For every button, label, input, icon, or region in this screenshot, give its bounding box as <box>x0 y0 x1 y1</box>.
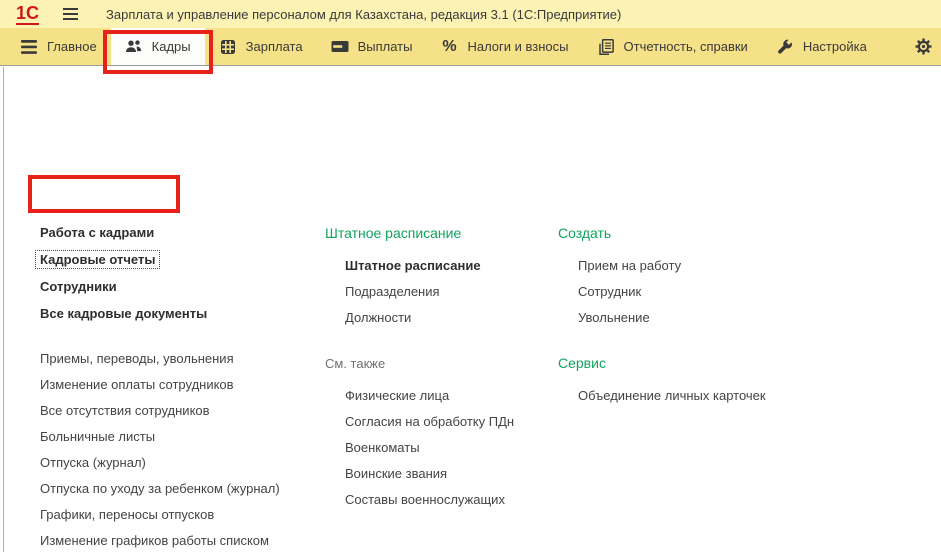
menu-link[interactable]: Сотрудник <box>578 283 642 299</box>
tab-bar-tabs <box>6 28 881 65</box>
panel-left-border <box>3 67 4 552</box>
focused-link-outline: Кадровые отчеты <box>35 250 160 269</box>
tab-label: Налоги и взносы <box>467 39 569 54</box>
calculator-icon <box>219 38 237 55</box>
gear-icon[interactable] <box>915 28 932 65</box>
section-items <box>578 252 766 330</box>
section-header: См. также <box>325 355 386 371</box>
wrench-icon <box>776 38 794 55</box>
menu-column-middle <box>325 220 514 512</box>
menu-link[interactable]: Штатное расписание <box>345 257 481 273</box>
section-header: Сервис <box>558 355 606 371</box>
tab-label: Выплаты <box>357 39 413 54</box>
menu-link[interactable]: Сотрудники <box>40 279 117 294</box>
tab-label: Главное <box>47 39 97 54</box>
section-items <box>578 382 766 408</box>
content-area <box>0 67 941 552</box>
menu-link[interactable]: Работа с кадрами <box>40 225 155 240</box>
tab-label: Зарплата <box>245 39 303 54</box>
menu-section <box>325 350 514 512</box>
menu-link[interactable]: Воинские звания <box>345 465 448 481</box>
menu-link[interactable]: Отпуска (журнал) <box>40 454 146 470</box>
menu-section <box>558 220 766 330</box>
menu-link[interactable]: Все кадровые документы <box>40 306 208 321</box>
tab-zarplata[interactable] <box>205 28 317 65</box>
menu-section <box>40 219 280 327</box>
documents-icon <box>597 38 615 55</box>
menu-link[interactable]: Увольнение <box>578 309 650 325</box>
menu-link[interactable]: Подразделения <box>345 283 440 299</box>
menu-link[interactable]: Изменение оплаты сотрудников <box>40 376 234 392</box>
tab-label: Настройка <box>802 39 867 54</box>
tab-nastroika[interactable] <box>762 28 881 65</box>
menu-column-left <box>40 219 280 553</box>
main-menu-icon[interactable] <box>63 8 78 20</box>
tab-label: Кадры <box>151 39 191 54</box>
1c-logo: 1С <box>16 2 40 23</box>
section-items <box>40 219 280 327</box>
menu-icon <box>20 38 38 55</box>
menu-section <box>40 345 280 553</box>
menu-link[interactable]: Физические лица <box>345 387 450 403</box>
tab-vyplaty[interactable] <box>317 28 427 65</box>
tab-bar <box>0 28 941 66</box>
tab-glavnoe[interactable] <box>6 28 111 65</box>
tab-kadry[interactable] <box>111 28 205 65</box>
menu-link[interactable]: Должности <box>345 309 412 325</box>
section-items <box>40 345 280 553</box>
menu-link[interactable] <box>40 246 280 273</box>
menu-section <box>325 220 514 330</box>
menu-link[interactable]: Изменение графиков работы списком <box>40 532 269 548</box>
percent-icon: % <box>442 37 457 55</box>
menu-link[interactable]: Графики, переносы отпусков <box>40 506 215 522</box>
section-items <box>345 252 514 330</box>
people-icon <box>125 38 143 55</box>
menu-link[interactable]: Прием на работу <box>578 257 682 273</box>
section-items <box>345 382 514 512</box>
menu-link[interactable]: Согласия на обработку ПДн <box>345 413 515 429</box>
menu-link[interactable]: Больничные листы <box>40 428 156 444</box>
tab-otchetnost-spravki[interactable] <box>583 28 762 65</box>
menu-link[interactable]: Отпуска по уходу за ребенком (журнал) <box>40 480 280 496</box>
menu-link[interactable]: Приемы, переводы, увольнения <box>40 350 234 366</box>
title-bar <box>0 0 941 28</box>
window-title: Зарплата и управление персоналом для Казахстана, редакция 3.1 (1С:Предприятие) <box>106 6 622 22</box>
menu-link[interactable]: Объединение личных карточек <box>578 387 766 403</box>
menu-link[interactable]: Военкоматы <box>345 439 420 455</box>
section-header: Создать <box>558 225 612 241</box>
menu-link[interactable]: Составы военнослужащих <box>345 491 505 507</box>
menu-column-right <box>558 220 766 408</box>
menu-section <box>558 350 766 408</box>
card-icon <box>331 38 349 55</box>
menu-link[interactable]: Все отсутствия сотрудников <box>40 402 210 418</box>
tab-nalogi-i-vznosy[interactable] <box>426 28 582 65</box>
tab-label: Отчетность, справки <box>623 39 748 54</box>
section-header: Штатное расписание <box>325 225 462 241</box>
